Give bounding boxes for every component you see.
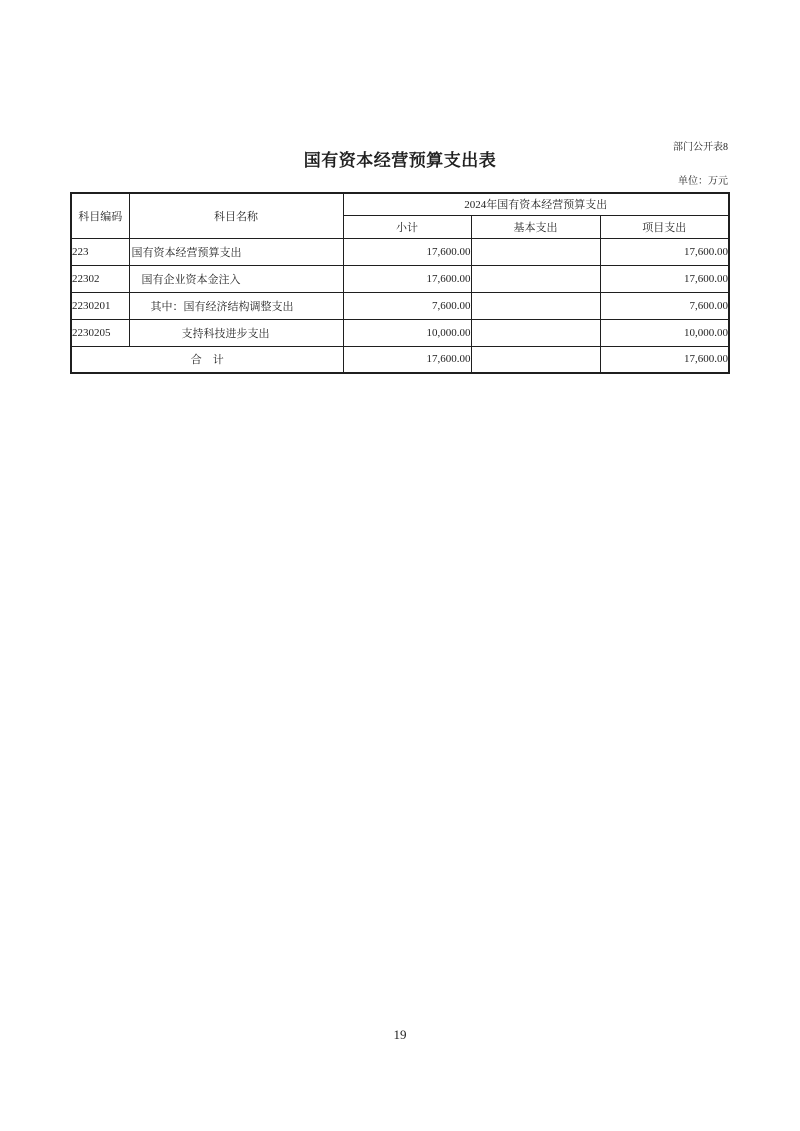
total-basic — [471, 346, 600, 373]
page-title: 国有资本经营预算支出表 — [303, 151, 497, 170]
cell-project: 10,000.00 — [600, 319, 729, 346]
cell-subtotal: 17,600.00 — [343, 265, 471, 292]
cell-project: 17,600.00 — [600, 238, 729, 265]
total-project: 17,600.00 — [600, 346, 729, 373]
cell-project: 17,600.00 — [600, 265, 729, 292]
budget-table — [70, 192, 730, 374]
cell-basic — [471, 265, 600, 292]
col-header-project-expense: 项目支出 — [600, 215, 729, 238]
page-number: 19 — [393, 1027, 407, 1042]
cell-name: 国有企业资本金注入 — [129, 265, 343, 292]
total-subtotal: 17,600.00 — [343, 346, 471, 373]
cell-subtotal: 17,600.00 — [343, 238, 471, 265]
cell-subtotal: 10,000.00 — [343, 319, 471, 346]
table-row — [71, 292, 729, 319]
table-row — [71, 319, 729, 346]
cell-basic — [471, 238, 600, 265]
cell-code: 2230201 — [71, 292, 129, 319]
table-total-row — [71, 346, 729, 373]
cell-project: 7,600.00 — [600, 292, 729, 319]
col-header-group: 2024年国有资本经营预算支出 — [343, 193, 729, 215]
cell-basic — [471, 292, 600, 319]
col-header-code: 科目编码 — [71, 193, 129, 238]
table-row — [71, 238, 729, 265]
cell-code: 2230205 — [71, 319, 129, 346]
cell-name: 其中：国有经济结构调整支出 — [129, 292, 343, 319]
unit-label: 单位：万元 — [678, 176, 728, 187]
cell-code: 223 — [71, 238, 129, 265]
total-label: 合 计 — [71, 346, 343, 373]
table-row — [71, 265, 729, 292]
col-header-basic-expense: 基本支出 — [471, 215, 600, 238]
corner-table-label: 部门公开表8 — [673, 142, 728, 153]
cell-code: 22302 — [71, 265, 129, 292]
cell-subtotal: 7,600.00 — [343, 292, 471, 319]
col-header-subtotal: 小计 — [343, 215, 471, 238]
cell-basic — [471, 319, 600, 346]
cell-name: 支持科技进步支出 — [129, 319, 343, 346]
col-header-name: 科目名称 — [129, 193, 343, 238]
cell-name: 国有资本经营预算支出 — [129, 238, 343, 265]
